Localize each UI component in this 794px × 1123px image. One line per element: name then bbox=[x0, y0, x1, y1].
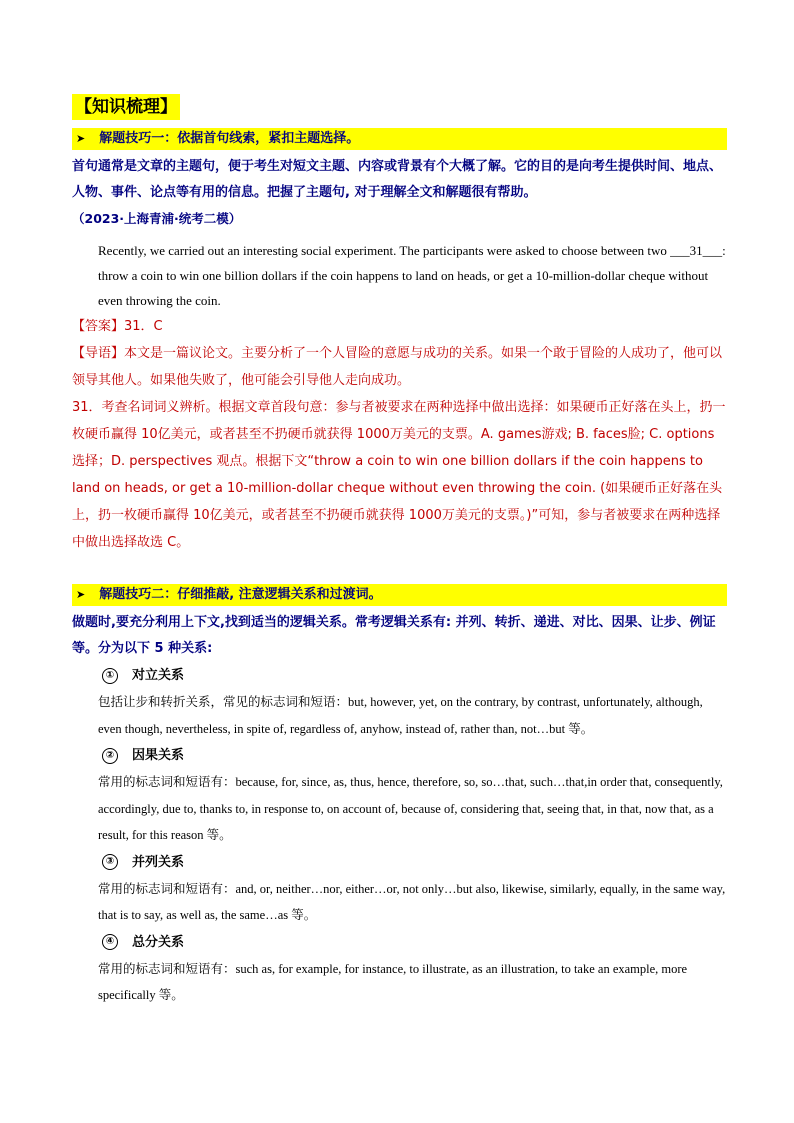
relation-text: 常用的标志词和短语有：such as, for example, for instance, to illustrate, as an illustration, to take an example, more specifically 等。 bbox=[98, 961, 688, 1002]
answer-line: 【答案】31．C bbox=[72, 319, 163, 334]
relation-heading bbox=[72, 662, 727, 689]
circled-number-icon: ① bbox=[102, 668, 118, 684]
circled-number-icon: ④ bbox=[102, 934, 118, 950]
explanation-paragraph: 31．考查名词词义辨析。根据文章首段句意：参与者被要求在两种选择中做出选择：如果硬币正好落在头上，扔一枚硬币赢得 10亿美元，或者甚至不扔硬币就获得 1000万美元的支票。A. games游戏; B. faces脸; C. options 选择；D. perspectives 观点。根据下文“throw a coin to win one billion dollars if the coin happens to land on heads, or get a 10-million-dollar cheque without even throwing the coin. (如果硬币正好落在头上，扔一枚硬币赢得 10亿美元，或者甚至不扔硬币就获得 1000万美元的支票。)”可知，参与者被要求在两种选择中做出选择故选 C。 bbox=[72, 400, 726, 550]
relation-text: 包括让步和转折关系，常见的标志词和短语：but, however, yet, on the contrary, by contrast, unfortunately, although, even though, nevertheless, in spite of, regardless of, anyhow, instead of, rather than, not…but 等。 bbox=[98, 695, 703, 736]
exam-source: （2023·上海青浦·统考二模） bbox=[72, 211, 242, 226]
intro-paragraph-1: 首句通常是文章的主题句，便于考生对短文主题、内容或背景有个大概了解。它的目的是向考生提供时间、地点、人物、事件、论点等有用的信息。把握了主题句, 对于理解全文和解题很有帮助。 bbox=[72, 159, 723, 200]
reading-passage bbox=[72, 238, 727, 313]
arrow-bullet-icon: ➤ bbox=[76, 588, 86, 601]
intro-paragraph-2: 做题时,要充分利用上下文,找到适当的逻辑关系。常考逻辑关系有: 并列、转折、递进、对比、因果、让步、例证等。分为以下 5 种关系: bbox=[72, 615, 716, 656]
tip-2-label: 解题技巧二：仔细推敲, 注意逻辑关系和过渡词。 bbox=[99, 587, 382, 602]
relation-heading bbox=[72, 929, 727, 956]
relation-heading bbox=[72, 742, 727, 769]
relation-text: 常用的标志词和短语有：because, for, since, as, thus, hence, therefore, so, so…that, such…that,in order that, consequently, accordingly, due to, thanks to, in response to, on account of, because of, considering that, seeing that, in that, now that, as a result, for this reason 等。 bbox=[98, 775, 723, 842]
relation-body bbox=[72, 956, 727, 1009]
relation-body bbox=[72, 769, 727, 849]
relation-item bbox=[72, 929, 727, 1009]
relation-text: 常用的标志词和短语有：and, or, neither…nor, either…or, not only…but also, likewise, similarly, equally, in the same way, that is to say, as well as, the same…as 等。 bbox=[98, 881, 726, 922]
relation-title: 总分关系 bbox=[132, 934, 185, 950]
relation-item bbox=[72, 742, 727, 849]
spacer bbox=[72, 556, 727, 582]
relation-title: 并列关系 bbox=[132, 854, 185, 870]
tip-2-banner bbox=[72, 584, 727, 606]
relation-item bbox=[72, 849, 727, 929]
tip-1-banner bbox=[72, 128, 727, 150]
tip-1-label: 解题技巧一：依据首句线索，紧扣主题选择。 bbox=[99, 131, 360, 146]
circled-number-icon: ③ bbox=[102, 854, 118, 870]
relation-body bbox=[72, 689, 727, 742]
relation-title: 对立关系 bbox=[132, 668, 185, 683]
relation-body bbox=[72, 876, 727, 929]
relation-title: 因果关系 bbox=[132, 748, 185, 763]
passage-text: Recently, we carried out an interesting social experiment. The participants were asked to choose between two ___31___: throw a coin to win one billion dollars if the coin happens to land on heads, or get a 10-million-dollar cheque without even throwing the coin. bbox=[98, 243, 726, 308]
arrow-bullet-icon: ➤ bbox=[76, 132, 86, 145]
guide-paragraph: 【导语】本文是一篇议论文。主要分析了一个人冒险的意愿与成功的关系。如果一个敢于冒险的人成功了，他可以领导其他人。如果他失败了，他可能会引导他人走向成功。 bbox=[72, 346, 723, 388]
circled-number-icon: ② bbox=[102, 748, 118, 764]
relation-heading bbox=[72, 849, 727, 876]
document-page bbox=[72, 94, 727, 1009]
relation-item bbox=[72, 662, 727, 742]
section-title: 【知识梳理】 bbox=[72, 94, 180, 120]
